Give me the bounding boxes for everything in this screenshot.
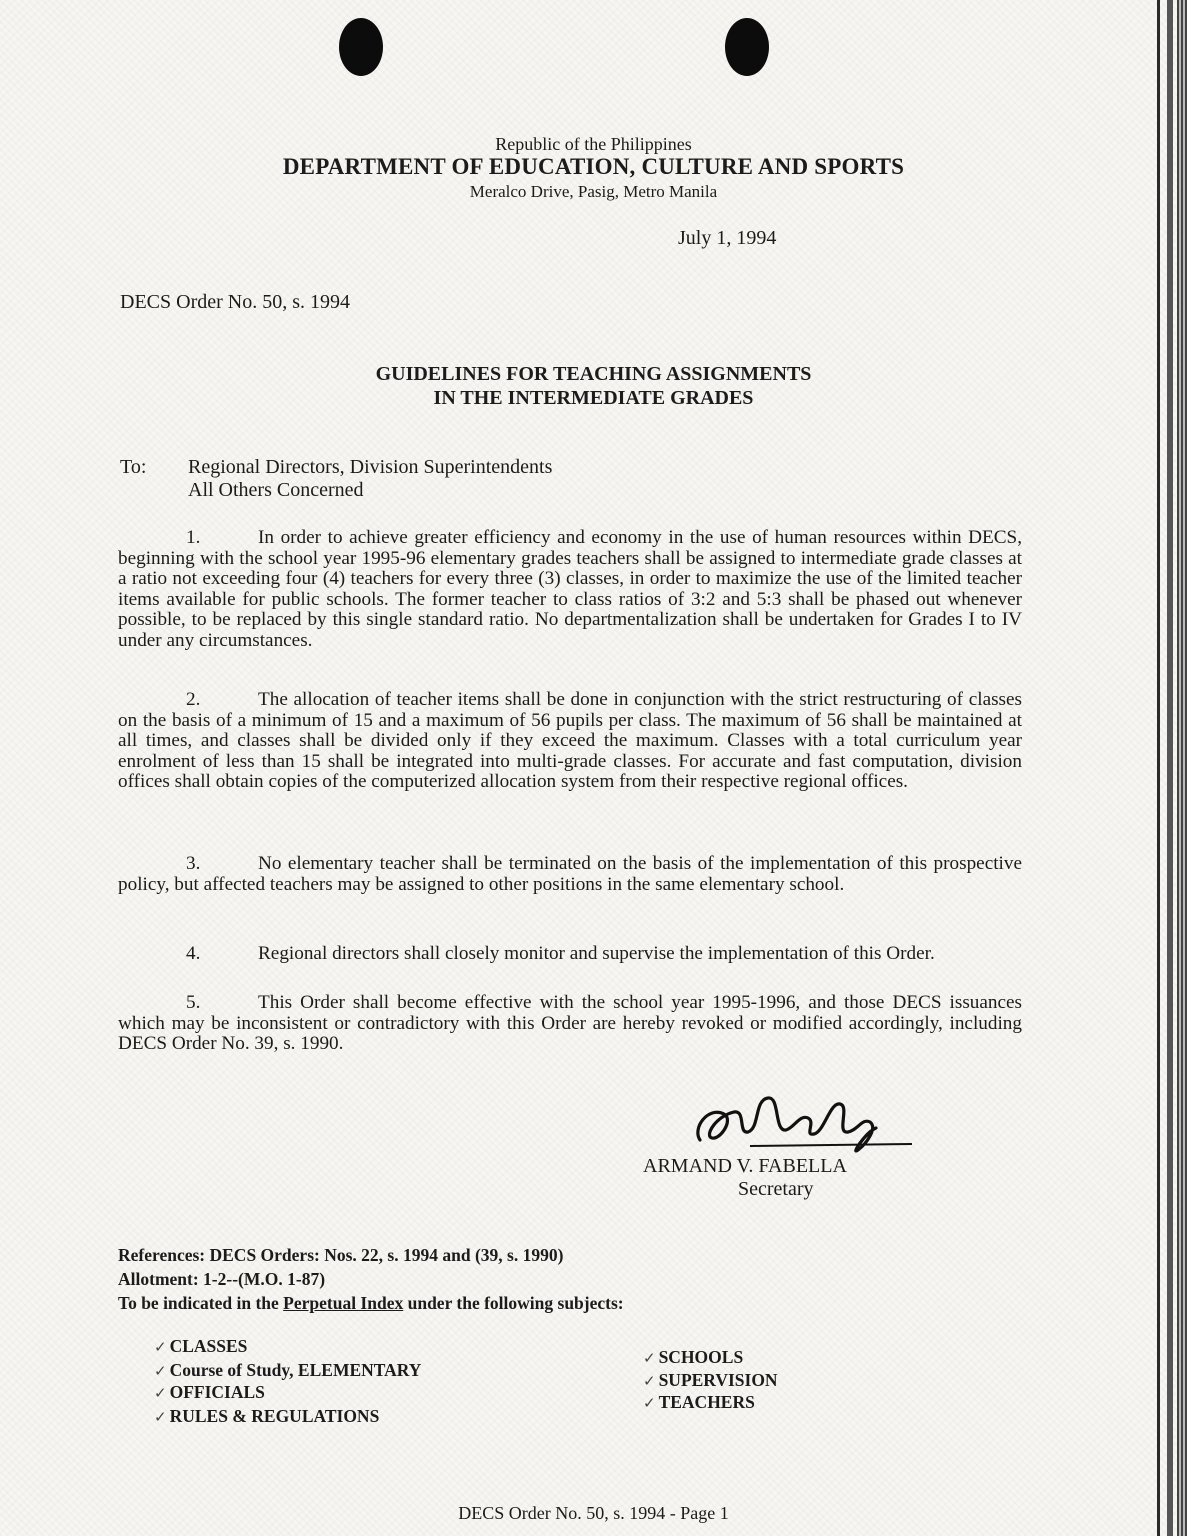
order-number: DECS Order No. 50, s. 1994 [120, 291, 350, 313]
subject-item: ✓ SCHOOLS [643, 1347, 744, 1367]
recipients-line-2: All Others Concerned [188, 479, 364, 501]
index-suffix: under the following subjects: [403, 1293, 624, 1313]
paragraph-text: This Order shall become effective with the school year 1995-1996, and those DECS issuances which may be inconsistent or contradictory with this Order are hereby revoked or modified accordingly, including DECS Order No. 39, s. 1990. [118, 992, 1022, 1054]
paragraph-2 [118, 690, 1022, 793]
paragraph-5 [118, 993, 1022, 1055]
paragraph-4 [118, 944, 1022, 965]
paragraph-text: No elementary teacher shall be terminated on the basis of the implementation of this prospective policy, but affected teachers may be assigned to other positions in the same elementary school. [118, 853, 1022, 895]
subject-item: ✓ CLASSES [154, 1336, 248, 1356]
subject-item: ✓ Course of Study, ELEMENTARY [154, 1360, 422, 1380]
paragraph-text: The allocation of teacher items shall be done in conjunction with the strict restructuring of classes on the basis of a minimum of 15 and a maximum of 56 pupils per class. The maximum of 56 shall be maintained at all times, and classes shall be divided only if they exceed the maximum. Classes with a total curriculum year enrolment of less than 15 shall be integrated into multi-grade classes. For accurate and fast computation, division offices shall obtain copies of the computerized allocation system from their respective regional offices. [118, 689, 1022, 792]
paragraph-number: 2. [186, 689, 201, 710]
subject-item: ✓ TEACHERS [643, 1392, 755, 1412]
paragraph-text: In order to achieve greater efficiency and economy in the use of human resources within DECS, beginning with the school year 1995-96 elementary grades teachers shall be assigned to intermediate grade classes at a ratio not exceeding four (4) teachers for every three (3) classes, in order to maximize the use of the limited teacher items available for public schools. The former teacher to class ratios of 3:2 and 5:3 shall be phased out whenever possible, to be replaced by this single standard ratio. No departmentalization shall be undertaken for Grades I to IV under any circumstances. [118, 527, 1022, 651]
paragraph-number: 5. [186, 992, 201, 1013]
checkmark-icon: ✓ [154, 1340, 167, 1356]
to-label: To: [120, 456, 147, 478]
page-footer: DECS Order No. 50, s. 1994 - Page 1 [458, 1503, 729, 1523]
perpetual-index-line [118, 1293, 624, 1314]
index-prefix: To be indicated in the [118, 1293, 284, 1313]
paragraph-3 [118, 854, 1022, 895]
punch-hole-left [339, 18, 383, 76]
binder-edge [1117, 0, 1187, 1536]
references-line: References: DECS Orders: Nos. 22, s. 1994 and (39, s. 1990) [118, 1245, 564, 1265]
recipients-line-1: Regional Directors, Division Superintendents [188, 456, 553, 478]
paragraph-number: 1. [186, 527, 201, 548]
subject-item: ✓ SUPERVISION [643, 1370, 778, 1390]
department-name: DEPARTMENT OF EDUCATION, CULTURE AND SPORTS [282, 154, 905, 179]
subject-item: ✓ OFFICIALS [154, 1382, 265, 1402]
order-date: July 1, 1994 [678, 227, 777, 249]
paragraph-number: 4. [186, 943, 201, 964]
checkmark-icon: ✓ [643, 1396, 656, 1412]
order-title-line-1: GUIDELINES FOR TEACHING ASSIGNMENTS [375, 363, 812, 385]
paragraph-number: 3. [186, 853, 201, 874]
republic-line: Republic of the Philippines [495, 134, 692, 154]
checkmark-icon: ✓ [643, 1374, 656, 1390]
paragraph-text: Regional directors shall closely monitor and supervise the implementation of this Order. [258, 943, 935, 964]
allotment-line: Allotment: 1-2--(M.O. 1-87) [118, 1269, 326, 1289]
signatory-name: ARMAND V. FABELLA [643, 1155, 847, 1177]
order-title-line-2: IN THE INTERMEDIATE GRADES [433, 387, 754, 409]
perpetual-index-term: Perpetual Index [283, 1293, 404, 1313]
punch-hole-right [725, 18, 769, 76]
signatory-title: Secretary [738, 1178, 814, 1200]
handwritten-signature [690, 1088, 920, 1160]
checkmark-icon: ✓ [643, 1351, 656, 1367]
checkmark-icon: ✓ [154, 1386, 167, 1402]
subject-item: ✓ RULES & REGULATIONS [154, 1406, 380, 1426]
checkmark-icon: ✓ [154, 1410, 167, 1426]
department-address: Meralco Drive, Pasig, Metro Manila [469, 182, 718, 201]
paragraph-1 [118, 528, 1022, 651]
checkmark-icon: ✓ [154, 1364, 167, 1380]
